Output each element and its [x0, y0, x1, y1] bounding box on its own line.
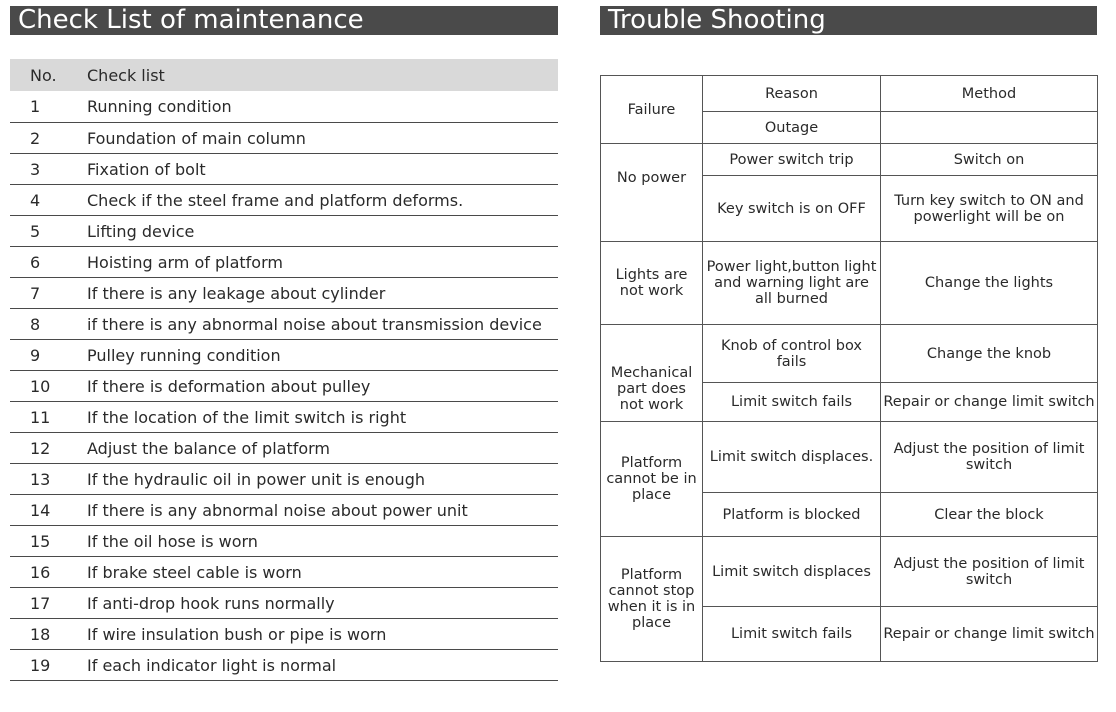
item-number: 12 [30, 438, 51, 458]
list-item [10, 650, 558, 681]
troubleshooting-table [600, 75, 1098, 662]
table-row [601, 537, 1098, 607]
header-failure: Failure [601, 76, 703, 144]
item-number: 17 [30, 593, 51, 613]
list-item [10, 154, 558, 185]
method-cell [881, 112, 1098, 144]
item-text: If anti-drop hook runs normally [87, 593, 335, 613]
checklist-header [10, 59, 558, 91]
item-text: Lifting device [87, 221, 195, 241]
item-text: If brake steel cable is worn [87, 562, 302, 582]
failure-cell: No power [601, 144, 703, 242]
method-cell: Change the knob [881, 325, 1098, 383]
table-row [601, 144, 1098, 176]
item-number: 5 [30, 221, 41, 241]
list-item [10, 371, 558, 402]
item-text: If wire insulation bush or pipe is worn [87, 624, 387, 644]
table-row [601, 325, 1098, 383]
item-text: Check if the steel frame and platform deforms. [87, 190, 464, 210]
list-item [10, 402, 558, 433]
reason-cell: Key switch is on OFF [703, 176, 881, 242]
failure-cell: Lights are not work [601, 242, 703, 325]
item-text: If the oil hose is worn [87, 531, 258, 551]
header-no: No. [30, 65, 57, 85]
reason-cell: Power light,button light and warning light are all burned [703, 242, 881, 325]
item-text: If there is any leakage about cylinder [87, 283, 386, 303]
list-item [10, 278, 558, 309]
item-text: Hoisting arm of platform [87, 252, 283, 272]
list-item [10, 464, 558, 495]
method-cell: Repair or change limit switch [881, 607, 1098, 662]
item-number: 2 [30, 128, 41, 148]
list-item [10, 309, 558, 340]
item-number: 7 [30, 283, 41, 303]
method-cell: Adjust the position of limit switch [881, 422, 1098, 493]
list-item [10, 216, 558, 247]
item-number: 10 [30, 376, 51, 396]
item-number: 6 [30, 252, 41, 272]
list-item [10, 123, 558, 154]
method-cell: Switch on [881, 144, 1098, 176]
failure-cell: Mechanical part does not work [601, 325, 703, 422]
header-method: Method [881, 76, 1098, 112]
reason-cell: Outage [703, 112, 881, 144]
reason-cell: Limit switch fails [703, 607, 881, 662]
reason-cell: Limit switch fails [703, 383, 881, 422]
item-number: 1 [30, 97, 41, 116]
item-number: 19 [30, 655, 51, 675]
item-text: If there is any abnormal noise about power unit [87, 500, 468, 520]
table-row [601, 242, 1098, 325]
table-header-row [601, 76, 1098, 112]
troubleshooting-title: Trouble Shooting [600, 6, 1097, 35]
header-reason: Reason [703, 76, 881, 112]
table-row [601, 422, 1098, 493]
reason-cell: Knob of control box fails [703, 325, 881, 383]
item-text: Pulley running condition [87, 345, 281, 365]
list-item [10, 91, 558, 123]
list-item [10, 526, 558, 557]
item-text: If each indicator light is normal [87, 655, 337, 675]
list-item [10, 340, 558, 371]
item-number: 8 [30, 314, 41, 334]
reason-cell: Limit switch displaces [703, 537, 881, 607]
list-item [10, 495, 558, 526]
checklist-body [10, 91, 558, 681]
item-text: Adjust the balance of platform [87, 438, 331, 458]
method-cell: Adjust the position of limit switch [881, 537, 1098, 607]
item-text: If the hydraulic oil in power unit is enough [87, 469, 425, 489]
item-number: 15 [30, 531, 51, 551]
item-text: If there is deformation about pulley [87, 376, 371, 396]
item-number: 3 [30, 159, 41, 179]
list-item [10, 247, 558, 278]
list-item [10, 619, 558, 650]
item-number: 13 [30, 469, 51, 489]
item-text: if there is any abnormal noise about transmission device [87, 314, 542, 334]
item-number: 4 [30, 190, 41, 210]
checklist-title: Check List of maintenance [10, 6, 558, 35]
method-cell: Clear the block [881, 493, 1098, 537]
item-text: If the location of the limit switch is right [87, 407, 407, 427]
item-text: Running condition [87, 97, 232, 116]
method-cell: Turn key switch to ON and powerlight will be on [881, 176, 1098, 242]
item-number: 9 [30, 345, 41, 365]
reason-cell: Platform is blocked [703, 493, 881, 537]
method-cell: Change the lights [881, 242, 1098, 325]
reason-cell: Limit switch displaces. [703, 422, 881, 493]
item-text: Foundation of main column [87, 128, 306, 148]
method-cell: Repair or change limit switch [881, 383, 1098, 422]
item-number: 18 [30, 624, 51, 644]
failure-cell: Platform cannot stop when it is in place [601, 537, 703, 662]
item-number: 14 [30, 500, 51, 520]
list-item [10, 588, 558, 619]
item-text: Fixation of bolt [87, 159, 206, 179]
header-check-list: Check list [87, 65, 165, 85]
list-item [10, 557, 558, 588]
maintenance-checklist [10, 59, 558, 681]
item-number: 16 [30, 562, 51, 582]
failure-cell: Platform cannot be in place [601, 422, 703, 537]
list-item [10, 185, 558, 216]
list-item [10, 433, 558, 464]
reason-cell: Power switch trip [703, 144, 881, 176]
item-number: 11 [30, 407, 51, 427]
